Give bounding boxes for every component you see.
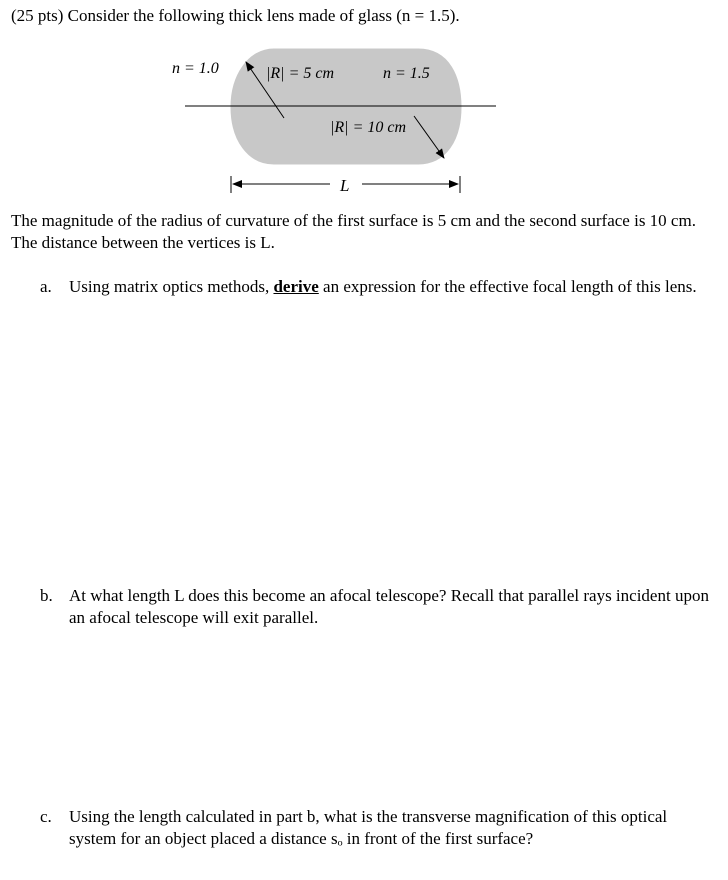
- question-a-label: a.: [40, 277, 52, 296]
- question-c-text: Using the length calculated in part b, what is the transverse magnification of this optical system for an object placed a distance sₒ in front of the first surface?: [69, 807, 668, 848]
- r1-label: |R| = 5 cm: [266, 65, 335, 82]
- question-b-text: At what length L does this become an afocal telescope? Recall that parallel rays incident upon an afocal telescope will exit parallel.: [69, 586, 709, 627]
- length-label: L: [340, 176, 350, 195]
- n-glass-label: n = 1.5: [383, 65, 430, 82]
- question-a-text: Using matrix optics methods, derive an expression for the effective focal length of this lens.: [69, 277, 697, 296]
- problem-header: (25 pts) Consider the following thick lens made of glass (n = 1.5).: [11, 6, 460, 25]
- r2-label: |R| = 10 cm: [330, 119, 407, 136]
- question-b-label: b.: [40, 586, 53, 605]
- description-paragraph: The magnitude of the radius of curvature of the first surface is 5 cm and the second surface is 10 cm. The distance between the vertices is L.: [11, 211, 696, 252]
- derive-emphasis: derive: [273, 277, 319, 296]
- question-c-label: c.: [40, 807, 52, 826]
- thick-lens-diagram: [0, 0, 728, 200]
- n-outside-label: n = 1.0: [172, 60, 219, 77]
